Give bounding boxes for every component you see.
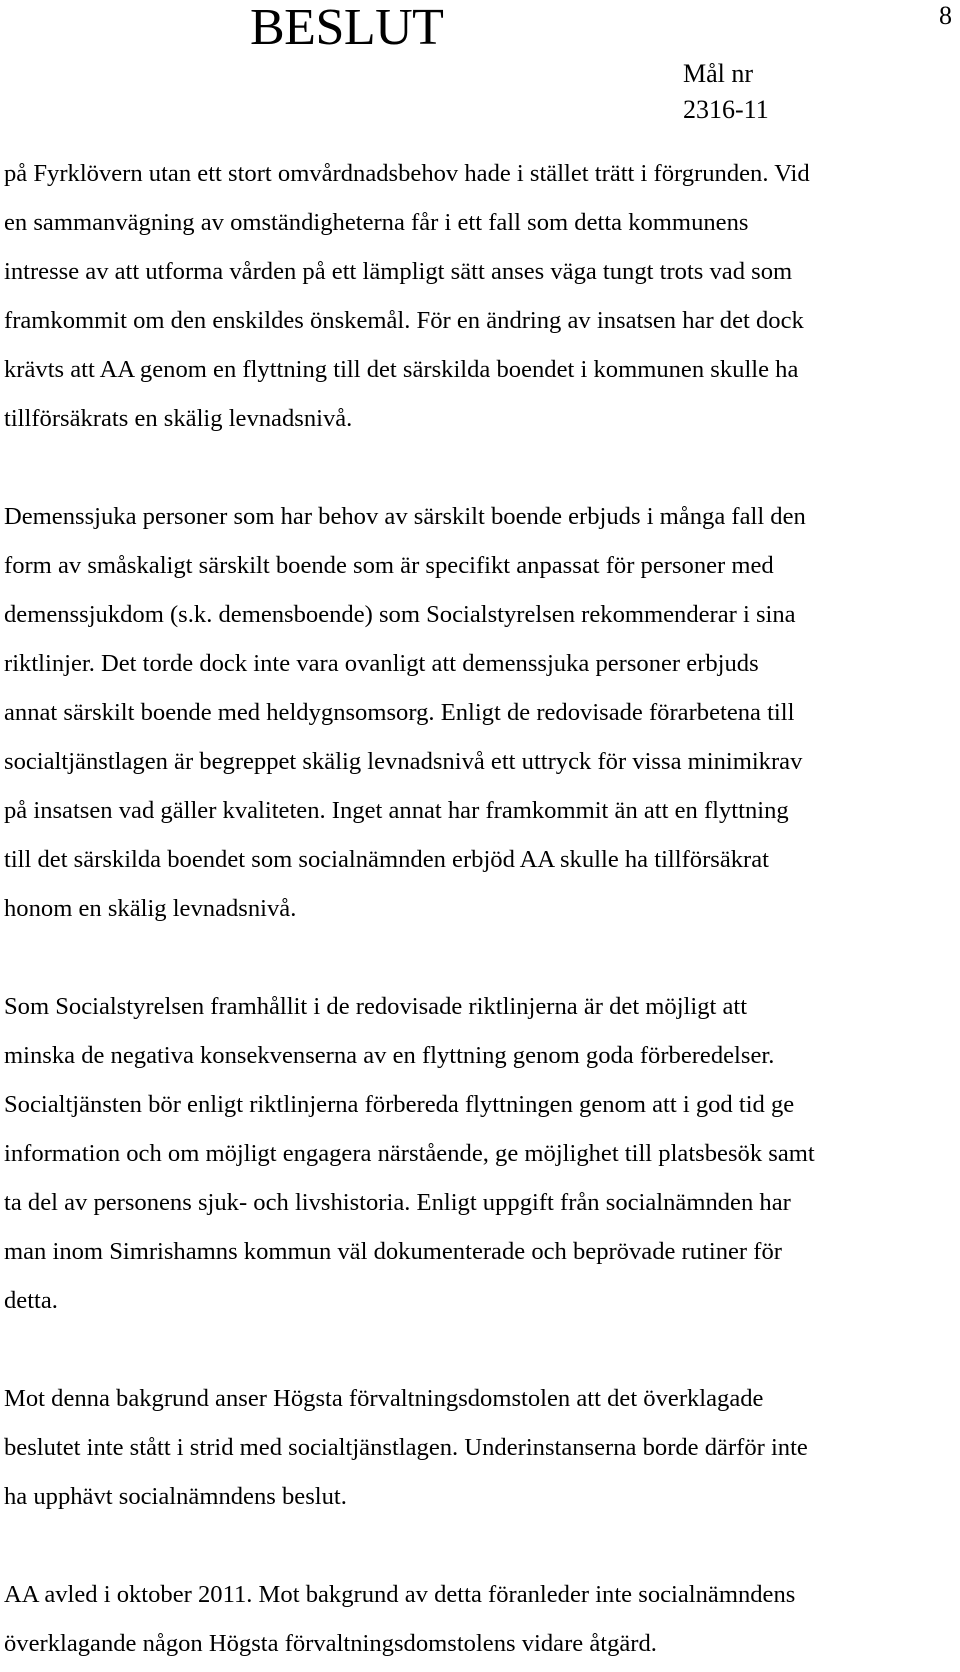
text-line: till det särskilda boendet som socialnämnden erbjöd AA skulle ha tillförsäkrat	[4, 846, 769, 873]
text-line: ha upphävt socialnämndens beslut.	[4, 1483, 347, 1510]
text-line: en sammanvägning av omständigheterna får i ett fall som detta kommunens	[4, 209, 749, 236]
text-line: överklagande någon Högsta förvaltningsdomstolens vidare åtgärd.	[4, 1630, 657, 1657]
document-body	[4, 149, 956, 1668]
paragraph-5	[4, 1570, 956, 1668]
case-number-block	[683, 56, 769, 128]
text-line: på Fyrklövern utan ett stort omvårdnadsbehov hade i stället trätt i förgrunden. Vid	[4, 160, 810, 187]
text-line: information och om möjligt engagera närstående, ge möjlighet till platsbesök samt	[4, 1140, 815, 1167]
text-line: på insatsen vad gäller kvaliteten. Inget annat har framkommit än att en flyttning	[4, 797, 789, 824]
paragraph-4	[4, 1374, 956, 1521]
text-line: minska de negativa konsekvenserna av en flyttning genom goda förberedelser.	[4, 1042, 775, 1069]
text-line: tillförsäkrats en skälig levnadsnivå.	[4, 405, 353, 432]
case-label: Mål nr	[683, 59, 754, 88]
paragraph-2	[4, 492, 956, 933]
text-line: detta.	[4, 1287, 58, 1314]
text-line: annat särskilt boende med heldygnsomsorg. Enligt de redovisade förarbetena till	[4, 699, 795, 726]
text-line: Som Socialstyrelsen framhållit i de redovisade riktlinjerna är det möjligt att	[4, 993, 748, 1020]
text-line: Socialtjänsten bör enligt riktlinjerna förbereda flyttningen genom att i god tid ge	[4, 1091, 795, 1118]
text-line: AA avled i oktober 2011. Mot bakgrund av detta föranleder inte socialnämndens	[4, 1581, 796, 1608]
paragraph-3	[4, 982, 956, 1325]
paragraph-1	[4, 149, 956, 443]
text-line: beslutet inte stått i strid med socialtjänstlagen. Underinstanserna borde därför inte	[4, 1434, 808, 1461]
text-line: krävts att AA genom en flyttning till det särskilda boendet i kommunen skulle ha	[4, 356, 799, 383]
case-number: 2316-11	[683, 95, 769, 124]
text-line: intresse av att utforma vården på ett lämpligt sätt anses väga tungt trots vad som	[4, 258, 793, 285]
text-line: form av småskaligt särskilt boende som är specifikt anpassat för personer med	[4, 552, 774, 579]
text-line: honom en skälig levnadsnivå.	[4, 895, 297, 922]
text-line: Demenssjuka personer som har behov av särskilt boende erbjuds i många fall den	[4, 503, 806, 530]
text-line: socialtjänstlagen är begreppet skälig levnadsnivå ett uttryck för vissa minimikrav	[4, 748, 803, 775]
text-line: ta del av personens sjuk- och livshistoria. Enligt uppgift från socialnämnden har	[4, 1189, 791, 1216]
text-line: framkommit om den enskildes önskemål. För en ändring av insatsen har det dock	[4, 307, 804, 334]
text-line: man inom Simrishamns kommun väl dokumenterade och beprövade rutiner för	[4, 1238, 782, 1265]
text-line: riktlinjer. Det torde dock inte vara ovanligt att demenssjuka personer erbjuds	[4, 650, 759, 677]
text-line: demenssjukdom (s.k. demensboende) som Socialstyrelsen rekommenderar i sina	[4, 601, 796, 628]
document-title: BESLUT	[250, 0, 444, 56]
page-number: 8	[939, 1, 952, 30]
text-line: Mot denna bakgrund anser Högsta förvaltningsdomstolen att det överklagade	[4, 1385, 764, 1412]
